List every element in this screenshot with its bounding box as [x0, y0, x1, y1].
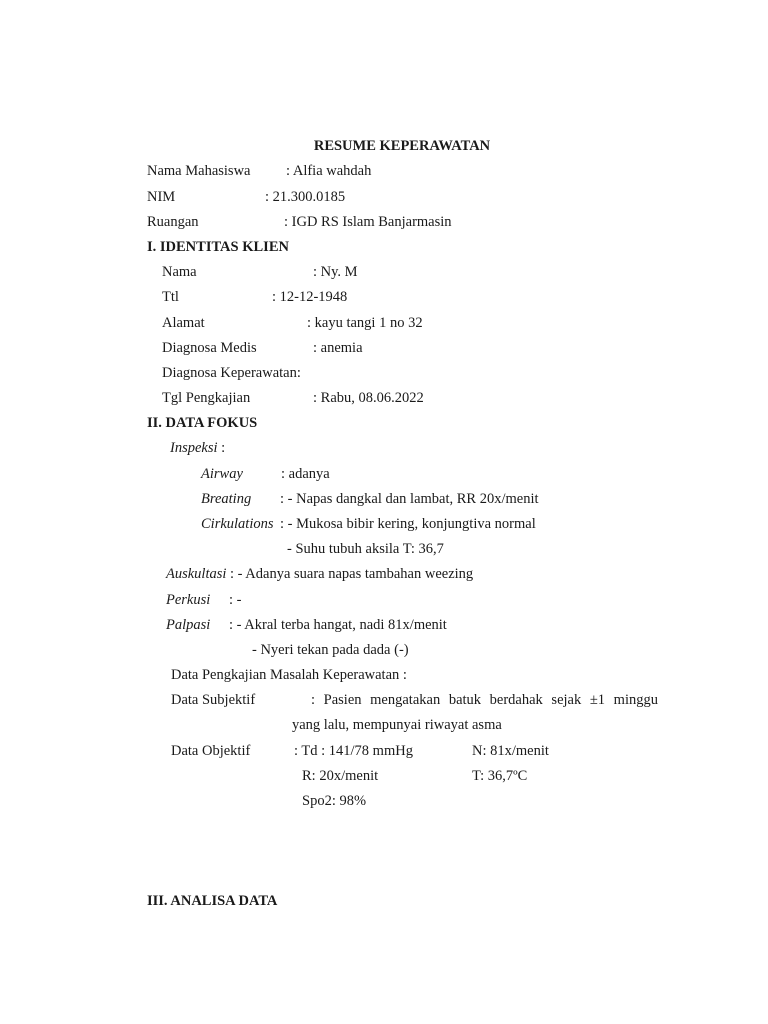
data-objektif-label: Data Objektif	[171, 743, 251, 759]
nama-mahasiswa-label: Nama Mahasiswa	[147, 163, 251, 179]
section-data-fokus-heading: II. DATA FOKUS	[147, 415, 258, 431]
perkusi-label: Perkusi	[166, 592, 211, 608]
nama-mahasiswa-value: : Alfia wahdah	[286, 163, 372, 179]
n-value: N: 81x/menit	[472, 743, 549, 759]
airway-label: Airway	[201, 466, 243, 482]
spo2-value: Spo2: 98%	[302, 793, 367, 809]
breating-label: Breating	[201, 491, 252, 507]
palpasi-label: Palpasi	[166, 617, 211, 633]
alamat-value: : kayu tangi 1 no 32	[307, 315, 423, 331]
r-value: R: 20x/menit	[302, 768, 379, 784]
cirkulations-label: Cirkulations	[201, 516, 274, 532]
klien-nama-value: : Ny. M	[313, 264, 358, 280]
diagnosa-medis-label: Diagnosa Medis	[162, 340, 257, 356]
nim-value: : 21.300.0185	[265, 189, 346, 205]
cirkulations-value-2: - Suhu tubuh aksila T: 36,7	[287, 541, 444, 557]
masalah-keperawatan-heading: Data Pengkajian Masalah Keperawatan :	[171, 667, 407, 683]
airway-value: : adanya	[281, 466, 330, 482]
ruangan-value: : IGD RS Islam Banjarmasin	[284, 214, 452, 230]
klien-nama-label: Nama	[162, 264, 197, 280]
auskultasi-label: Auskultasi	[166, 566, 227, 582]
data-subjektif-label: Data Subjektif	[171, 692, 256, 708]
tgl-pengkajian-label: Tgl Pengkajian	[162, 390, 251, 406]
td-value: : Td : 141/78 mmHg	[294, 743, 413, 759]
section-identitas-heading: I. IDENTITAS KLIEN	[147, 239, 289, 255]
tgl-pengkajian-value: : Rabu, 08.06.2022	[313, 390, 424, 406]
palpasi-value-2: - Nyeri tekan pada dada (-)	[252, 642, 409, 658]
inspeksi-row	[170, 439, 225, 457]
perkusi-value: : -	[229, 592, 242, 608]
t-value: T: 36,7ºC	[472, 768, 528, 784]
ruangan-label: Ruangan	[147, 214, 199, 230]
cirkulations-value: : - Mukosa bibir kering, konjungtiva normal	[280, 516, 536, 532]
breating-value: : - Napas dangkal dan lambat, RR 20x/menit	[280, 491, 539, 507]
diagnosa-medis-value: : anemia	[313, 340, 363, 356]
palpasi-value: : - Akral terba hangat, nadi 81x/menit	[229, 617, 447, 633]
document-title: RESUME KEPERAWATAN	[313, 138, 491, 154]
data-subjektif-value: : Pasien mengatakan batuk berdahak sejak ±1 minggu	[311, 692, 658, 708]
inspeksi-label: Inspeksi	[170, 440, 218, 456]
data-subjektif-value-2: yang lalu, mempunyai riwayat asma	[292, 717, 502, 733]
ttl-value: : 12-12-1948	[272, 289, 348, 305]
inspeksi-colon: :	[221, 440, 226, 456]
ttl-label: Ttl	[162, 289, 179, 305]
alamat-label: Alamat	[162, 315, 205, 331]
section-analisa-data-heading: III. ANALISA DATA	[147, 893, 278, 909]
auskultasi-value: : - Adanya suara napas tambahan weezing	[230, 566, 474, 582]
diagnosa-keperawatan-label: Diagnosa Keperawatan:	[162, 365, 301, 381]
nim-label: NIM	[147, 189, 176, 205]
